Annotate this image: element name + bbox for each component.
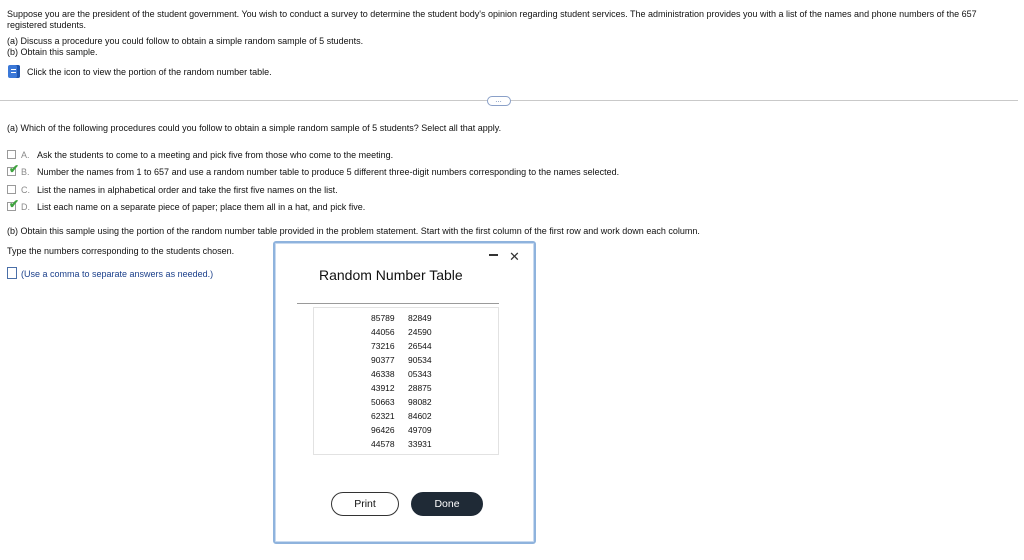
table-row	[371, 341, 445, 351]
table-row	[371, 397, 445, 407]
option-letter: D.	[21, 202, 30, 212]
close-icon[interactable]: ✕	[509, 249, 520, 264]
table-row	[371, 383, 445, 393]
dialog-title: Random Number Table	[319, 267, 463, 283]
table-cell: 43912	[371, 383, 395, 393]
answer-input[interactable]	[7, 267, 17, 279]
table-cell: 44056	[371, 327, 395, 337]
expand-button[interactable]: …	[487, 96, 511, 106]
table-cell: 44578	[371, 439, 395, 449]
table-row	[371, 369, 445, 379]
table-row	[371, 355, 445, 365]
checkmark-icon: ✔	[9, 162, 20, 176]
table-row	[371, 313, 445, 323]
part-a-description: (a) Discuss a procedure you could follow to obtain a simple random sample of 5 students.	[7, 36, 364, 46]
part-b-description: (b) Obtain this sample.	[7, 47, 98, 57]
divider	[297, 303, 499, 304]
option-letter: C.	[21, 185, 30, 195]
table-cell: 98082	[408, 397, 432, 407]
table-cell: 50663	[371, 397, 395, 407]
answer-hint: (Use a comma to separate answers as needed.)	[21, 269, 214, 279]
question-a-prompt: (a) Which of the following procedures could you follow to obtain a simple random sample of 5 students? Select all that apply.	[7, 123, 502, 133]
checkbox[interactable]	[7, 185, 16, 194]
number-table	[313, 307, 499, 455]
print-button[interactable]: Print	[331, 492, 399, 516]
option-text: Number the names from 1 to 657 and use a random number table to produce 5 different three-digit numbers corresponding to the names selected.	[37, 167, 620, 177]
table-cell: 90534	[408, 355, 432, 365]
table-row	[371, 439, 445, 449]
table-cell: 26544	[408, 341, 432, 351]
table-cell: 46338	[371, 369, 395, 379]
option-letter: B.	[21, 167, 30, 177]
table-cell: 90377	[371, 355, 395, 365]
minimize-icon[interactable]	[489, 254, 498, 256]
table-row	[371, 425, 445, 435]
table-row	[371, 411, 445, 421]
table-cell: 62321	[371, 411, 395, 421]
table-row	[371, 327, 445, 337]
table-cell: 24590	[408, 327, 432, 337]
table-cell: 96426	[371, 425, 395, 435]
table-cell: 85789	[371, 313, 395, 323]
option-text: List each name on a separate piece of paper; place them all in a hat, and pick five.	[37, 202, 366, 212]
table-cell: 84602	[408, 411, 432, 421]
problem-statement: Suppose you are the president of the student government. You wish to conduct a survey to determine the student body's opinion regarding student services. The administration provides you with a list of the names and phone numbers of the 657 registered students.	[7, 9, 977, 30]
book-icon[interactable]	[8, 65, 20, 78]
question-b-prompt: (b) Obtain this sample using the portion of the random number table provided in the problem statement. Start with the first column of the first row and work down each column.	[7, 226, 700, 236]
option-letter: A.	[21, 150, 30, 160]
table-cell: 33931	[408, 439, 432, 449]
option-text: List the names in alphabetical order and take the first five names on the list.	[37, 185, 338, 195]
checkbox[interactable]	[7, 150, 16, 159]
table-cell: 28875	[408, 383, 432, 393]
checkmark-icon: ✔	[9, 197, 20, 211]
option-text: Ask the students to come to a meeting and pick five from those who come to the meeting.	[37, 150, 394, 160]
table-cell: 05343	[408, 369, 432, 379]
question-b-instruction: Type the numbers corresponding to the students chosen.	[7, 246, 235, 256]
table-cell: 82849	[408, 313, 432, 323]
table-cell: 49709	[408, 425, 432, 435]
icon-hint: Click the icon to view the portion of the random number table.	[27, 67, 272, 77]
table-cell: 73216	[371, 341, 395, 351]
random-number-table-dialog	[273, 241, 536, 544]
done-button[interactable]: Done	[411, 492, 483, 516]
